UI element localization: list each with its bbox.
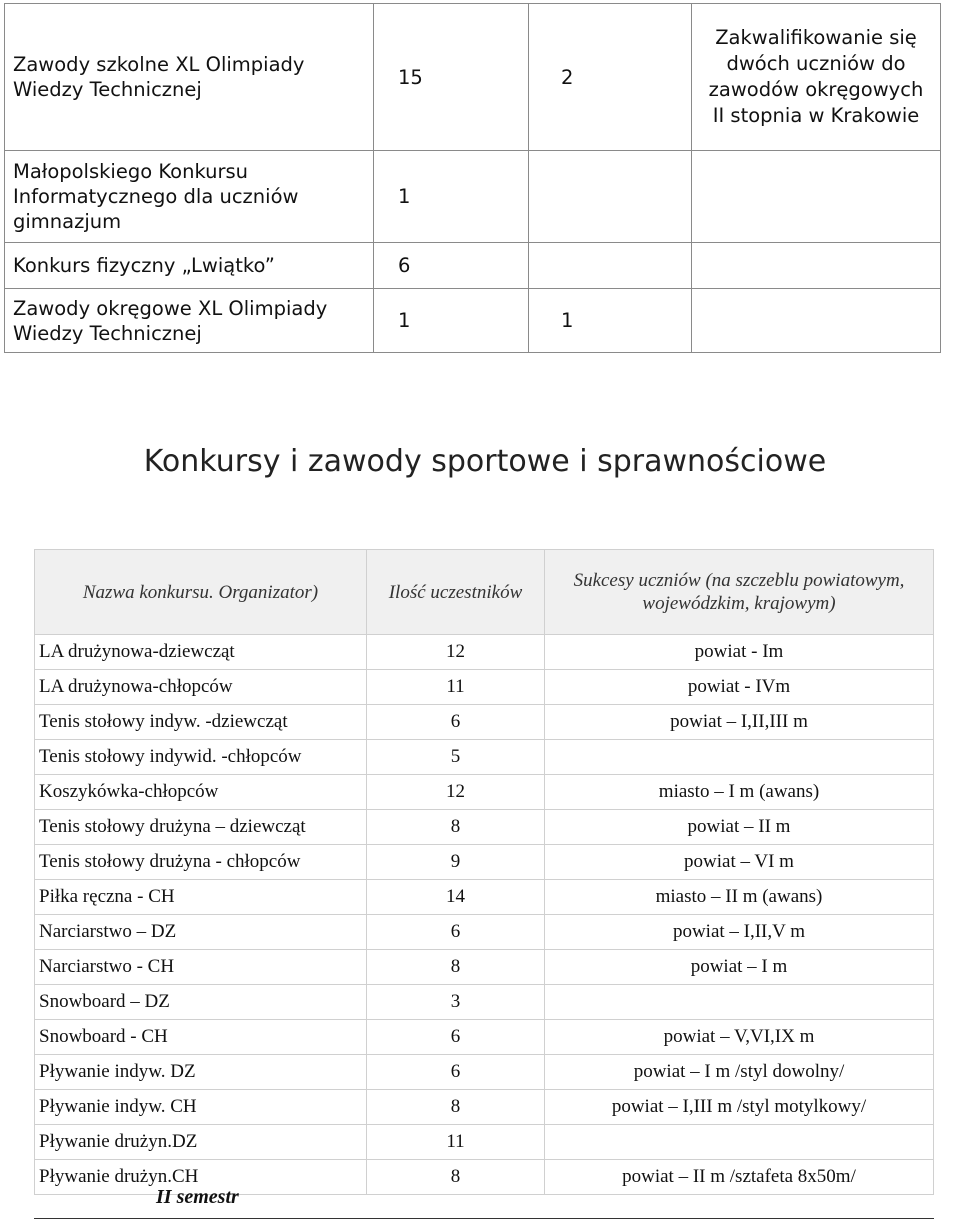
table-row [35,670,934,705]
sport-name: Tenis stołowy drużyna - chłopców [35,845,367,880]
sport-name: Snowboard - CH [35,1020,367,1055]
success-result: powiat – I,II,V m [545,915,934,950]
success-result: powiat – I m /styl dowolny/ [545,1055,934,1090]
qualified-count: 1 [529,289,692,353]
table-row [35,1020,934,1055]
table-row [35,740,934,775]
table-row [35,1055,934,1090]
sports-table [34,549,934,1195]
participants-count: 14 [367,880,545,915]
table-row [35,635,934,670]
sport-name: Tenis stołowy indywid. -chłopców [35,740,367,775]
sport-name: Pływanie indyw. CH [35,1090,367,1125]
table-row [35,810,934,845]
competitions-table [4,3,941,353]
participants-count: 6 [367,1020,545,1055]
table-row [5,151,941,243]
competition-name: Małopolskiego Konkursu Informatycznego dla uczniów gimnazjum [5,151,374,243]
participants-count: 8 [367,950,545,985]
success-result: powiat – I,III m /styl motylkowy/ [545,1090,934,1125]
sport-name: Pływanie drużyn.CH [35,1160,367,1195]
participants-count: 8 [367,810,545,845]
table-row [5,4,941,151]
sport-name: Snowboard – DZ [35,985,367,1020]
participants-count: 6 [374,243,529,289]
participants-count: 11 [367,670,545,705]
result-description [692,151,941,243]
sport-name: Pływanie indyw. DZ [35,1055,367,1090]
qualified-count: 2 [529,4,692,151]
sport-name: Tenis stołowy drużyna – dziewcząt [35,810,367,845]
competition-name: Zawody szkolne XL Olimpiady Wiedzy Technicznej [5,4,374,151]
success-result [545,740,934,775]
participants-count: 8 [367,1090,545,1125]
sport-name: Tenis stołowy indyw. -dziewcząt [35,705,367,740]
success-result: powiat – I,II,III m [545,705,934,740]
participants-count: 15 [374,4,529,151]
sport-name: LA drużynowa-dziewcząt [35,635,367,670]
table-row [35,775,934,810]
semester-label: II semestr [156,1186,239,1208]
section-heading: Konkursy i zawody sportowe i sprawnościowe [143,444,827,479]
success-result: powiat - Im [545,635,934,670]
participants-count: 6 [367,915,545,950]
column-header-name: Nazwa konkursu. Organizator) [35,550,367,635]
participants-count: 9 [367,845,545,880]
result-description: Zakwalifikowanie się dwóch uczniów do zawodów okręgowych II stopnia w Krakowie [692,4,941,151]
table-row [35,915,934,950]
participants-count: 1 [374,151,529,243]
qualified-count [529,243,692,289]
sport-name: Narciarstwo – DZ [35,915,367,950]
participants-count: 8 [367,1160,545,1195]
table-row [35,845,934,880]
participants-count: 11 [367,1125,545,1160]
success-result: powiat – II m [545,810,934,845]
table-header-row [35,550,934,635]
result-description [692,243,941,289]
sport-name: Koszykówka-chłopców [35,775,367,810]
table-row [5,289,941,353]
column-header-success: Sukcesy uczniów (na szczeblu powiatowym, wojewódzkim, krajowym) [545,550,934,635]
participants-count: 6 [367,705,545,740]
success-result [545,1125,934,1160]
success-result: miasto – II m (awans) [545,880,934,915]
participants-count: 1 [374,289,529,353]
sport-name: Narciarstwo - CH [35,950,367,985]
participants-count: 12 [367,635,545,670]
success-result: powiat - IVm [545,670,934,705]
sport-name: Piłka ręczna - CH [35,880,367,915]
table-row [35,705,934,740]
participants-count: 6 [367,1055,545,1090]
sports-table-body [35,635,934,1195]
success-result: powiat – I m [545,950,934,985]
success-result [545,985,934,1020]
table-row [35,950,934,985]
participants-count: 12 [367,775,545,810]
sport-name: Pływanie drużyn.DZ [35,1125,367,1160]
column-header-count: Ilość uczestników [367,550,545,635]
success-result: powiat – V,VI,IX m [545,1020,934,1055]
success-result: powiat – II m /sztafeta 8x50m/ [545,1160,934,1195]
success-result: miasto – I m (awans) [545,775,934,810]
competition-name: Zawody okręgowe XL Olimpiady Wiedzy Technicznej [5,289,374,353]
table-row [35,1125,934,1160]
qualified-count [529,151,692,243]
participants-count: 5 [367,740,545,775]
table-row [35,1090,934,1125]
result-description [692,289,941,353]
divider [34,1218,934,1219]
table-row [35,985,934,1020]
success-result: powiat – VI m [545,845,934,880]
participants-count: 3 [367,985,545,1020]
sport-name: LA drużynowa-chłopców [35,670,367,705]
table-row [35,880,934,915]
table-row [5,243,941,289]
competition-name: Konkurs fizyczny „Lwiątko” [5,243,374,289]
